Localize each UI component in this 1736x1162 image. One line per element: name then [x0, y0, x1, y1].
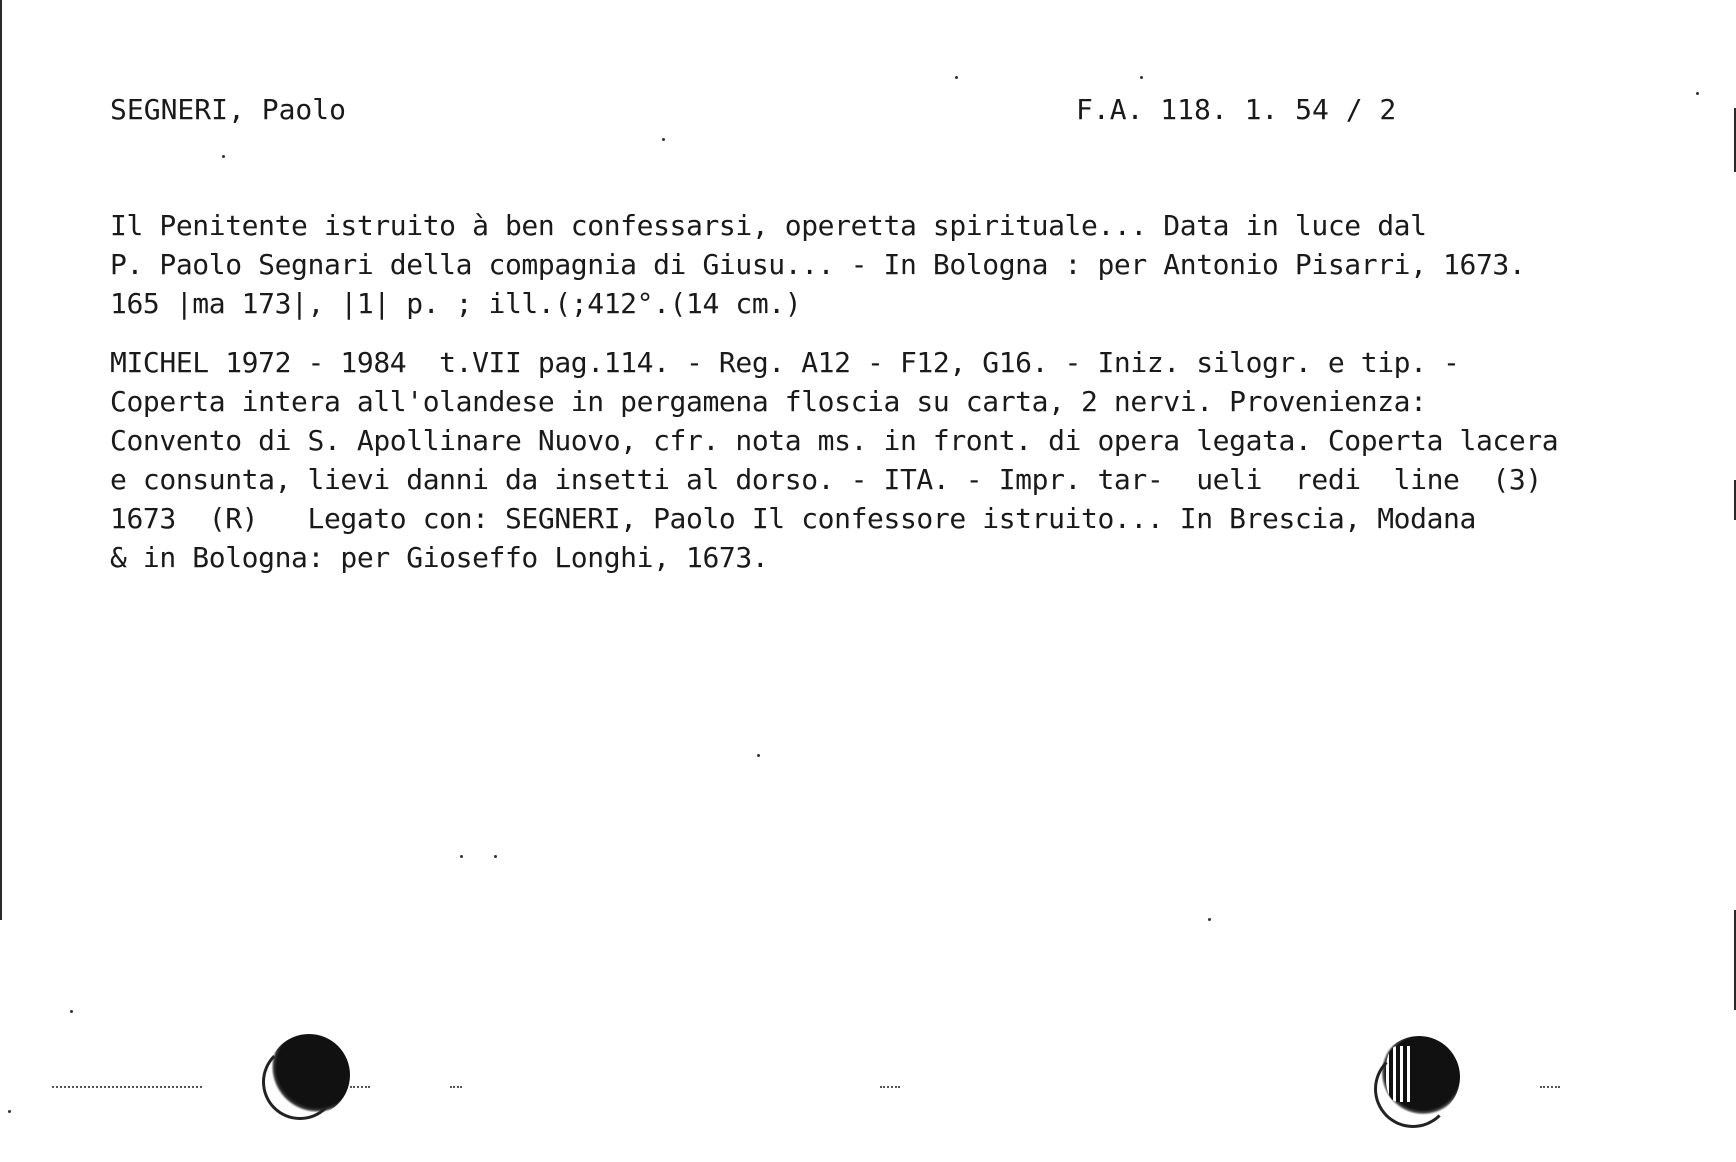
description-line: 165 |ma 173|, |1| p. ; ill.(;412°.(14 cm.) — [110, 287, 802, 320]
card-left-edge — [0, 0, 2, 920]
speck — [662, 138, 665, 141]
notes-line: & in Bologna: per Gioseffo Longhi, 1673. — [110, 541, 769, 574]
speck — [222, 155, 225, 158]
bottom-dotted-rule — [52, 1086, 202, 1090]
bottom-dotted-rule — [450, 1086, 462, 1090]
author-heading: SEGNERI, Paolo — [110, 93, 347, 126]
bottom-dotted-rule — [880, 1086, 900, 1090]
description-line: P. Paolo Segnari della compagnia di Giusu... - In Bologna : per Antonio Pisarri, 1673. — [110, 248, 1526, 281]
notes-line: e consunta, lievi danni da insetti al dorso. - ITA. - Impr. tar- ueli redi line (3) — [110, 463, 1542, 496]
bottom-dotted-rule — [350, 1086, 370, 1090]
shelfmark: F.A. 118. 1. 54 / 2 — [1076, 93, 1397, 126]
speck — [1696, 92, 1699, 95]
notes-line: 1673 (R) Legato con: SEGNERI, Paolo Il confessore istruito... In Brescia, Modana — [110, 502, 1476, 535]
notes-line: Convento di S. Apollinare Nuovo, cfr. nota ms. in front. di opera legata. Coperta lacera — [110, 424, 1559, 457]
speck — [8, 1110, 11, 1113]
speck — [955, 76, 958, 79]
speck — [1208, 918, 1211, 921]
notes-line: Coperta intera all'olandese in pergamena floscia su carta, 2 nervi. Provenienza: — [110, 385, 1427, 418]
speck — [1140, 76, 1143, 79]
punch-hole-right — [1378, 1036, 1460, 1118]
speck — [494, 855, 497, 858]
description-line: Il Penitente istruito à ben confessarsi, operetta spirituale... Data in luce dal — [110, 209, 1427, 242]
bottom-dotted-rule — [1540, 1086, 1560, 1090]
speck — [70, 1010, 73, 1013]
speck — [757, 754, 760, 757]
notes-line: MICHEL 1972 - 1984 t.VII pag.114. - Reg. A12 - F12, G16. - Iniz. silogr. e tip. - — [110, 346, 1460, 379]
punch-hole-left — [268, 1034, 350, 1116]
speck — [460, 855, 463, 858]
